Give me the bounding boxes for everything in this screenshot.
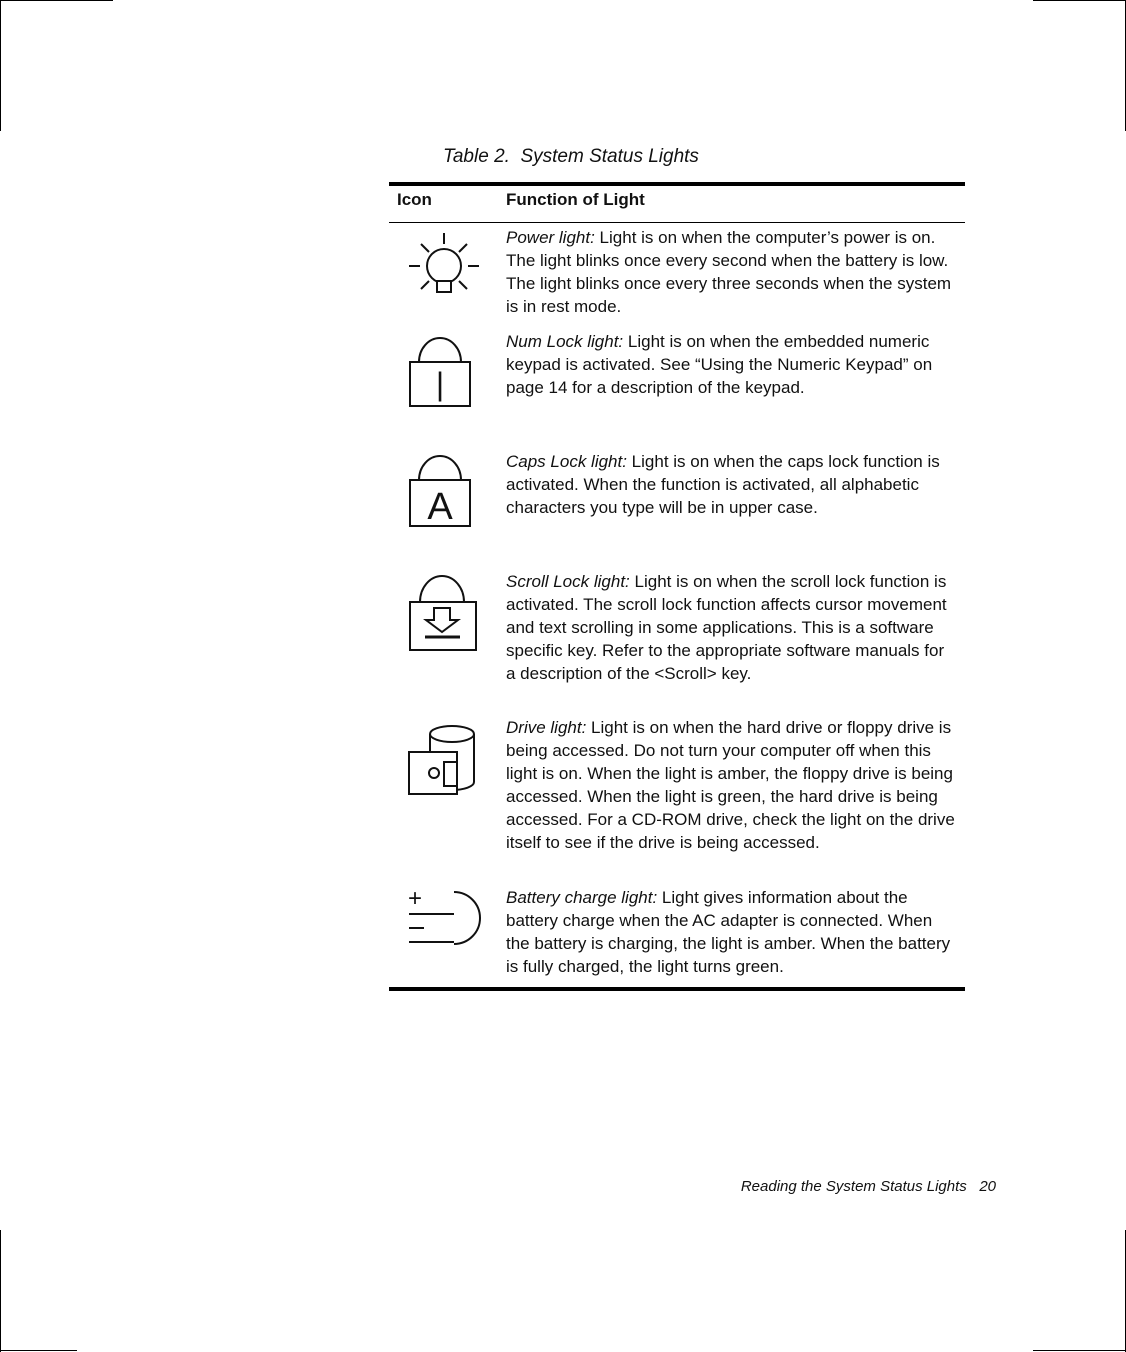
status-light-row [506,450,958,519]
drive-light-icon [406,718,486,798]
column-header-icon: Icon [397,190,432,209]
crop-mark [0,0,1,131]
crop-mark [1033,0,1126,1]
row-light-name: Battery charge light: [506,888,658,907]
page-footer [600,1178,996,1195]
table-caption: Table 2. System Status Lights [443,146,699,167]
column-header-function: Function of Light [506,190,645,209]
battery-plus-glyph: + [407,886,423,912]
row-light-description: Light is on when the embedded numeric keypad is activated. See “Using the Numeric Keypad” on page 14 for a description of the keypad. [506,332,933,397]
power-light-icon [406,228,482,298]
row-light-name: Power light: [506,228,595,247]
crop-mark [1033,1350,1126,1351]
table-bottom-rule [389,987,965,991]
caps-lock-icon [406,452,476,530]
row-light-description: Light is on when the hard drive or floppy drive is being accessed. Do not turn your computer off when this light is on. When the light is amber, the floppy drive is being accessed. When the light is green, the hard drive is being accessed. For a CD-ROM drive, check the light on the drive itself to see if the drive is being accessed. [506,718,955,852]
status-light-row [506,886,958,978]
status-light-row [506,226,958,318]
table-top-rule [389,182,965,186]
row-light-description: Light is on when the caps lock function is activated. When the function is activated, all alphabetic characters you type will be in upper case. [506,452,940,517]
row-light-name: Scroll Lock light: [506,572,630,591]
row-light-description: Light is on when the computer’s power is on. The light blinks once every second when the battery is low. The light blinks once every three seconds when the system is in rest mode. [506,228,952,316]
crop-mark [0,1230,1,1352]
status-light-row [506,716,958,854]
row-light-name: Num Lock light: [506,332,624,351]
caps-lock-glyph: A [427,486,453,528]
num-lock-icon [406,332,476,410]
row-light-description: Light gives information about the battery charge when the AC adapter is connected. When the battery is charging, the light is amber. When the battery is fully charged, the light turns green. [506,888,951,976]
scroll-lock-icon [406,572,482,654]
num-lock-glyph: | [435,366,445,402]
status-light-row [506,330,958,399]
page-number: 20 [979,1178,996,1195]
row-light-name: Drive light: [506,718,587,737]
row-light-name: Caps Lock light: [506,452,627,471]
row-light-description: Light is on when the scroll lock function is activated. The scroll lock function affects cursor movement and text scrolling in some applications. This is a software specific key. Refer to the appropriate software manuals for a description of the <Scroll> key. [506,572,947,683]
crop-mark [0,0,113,1]
status-light-row [506,570,958,685]
footer-section-title: Reading the System Status Lights [740,1178,967,1195]
table-header-rule [389,222,965,223]
crop-mark [0,1350,77,1351]
battery-charge-icon [404,886,486,950]
